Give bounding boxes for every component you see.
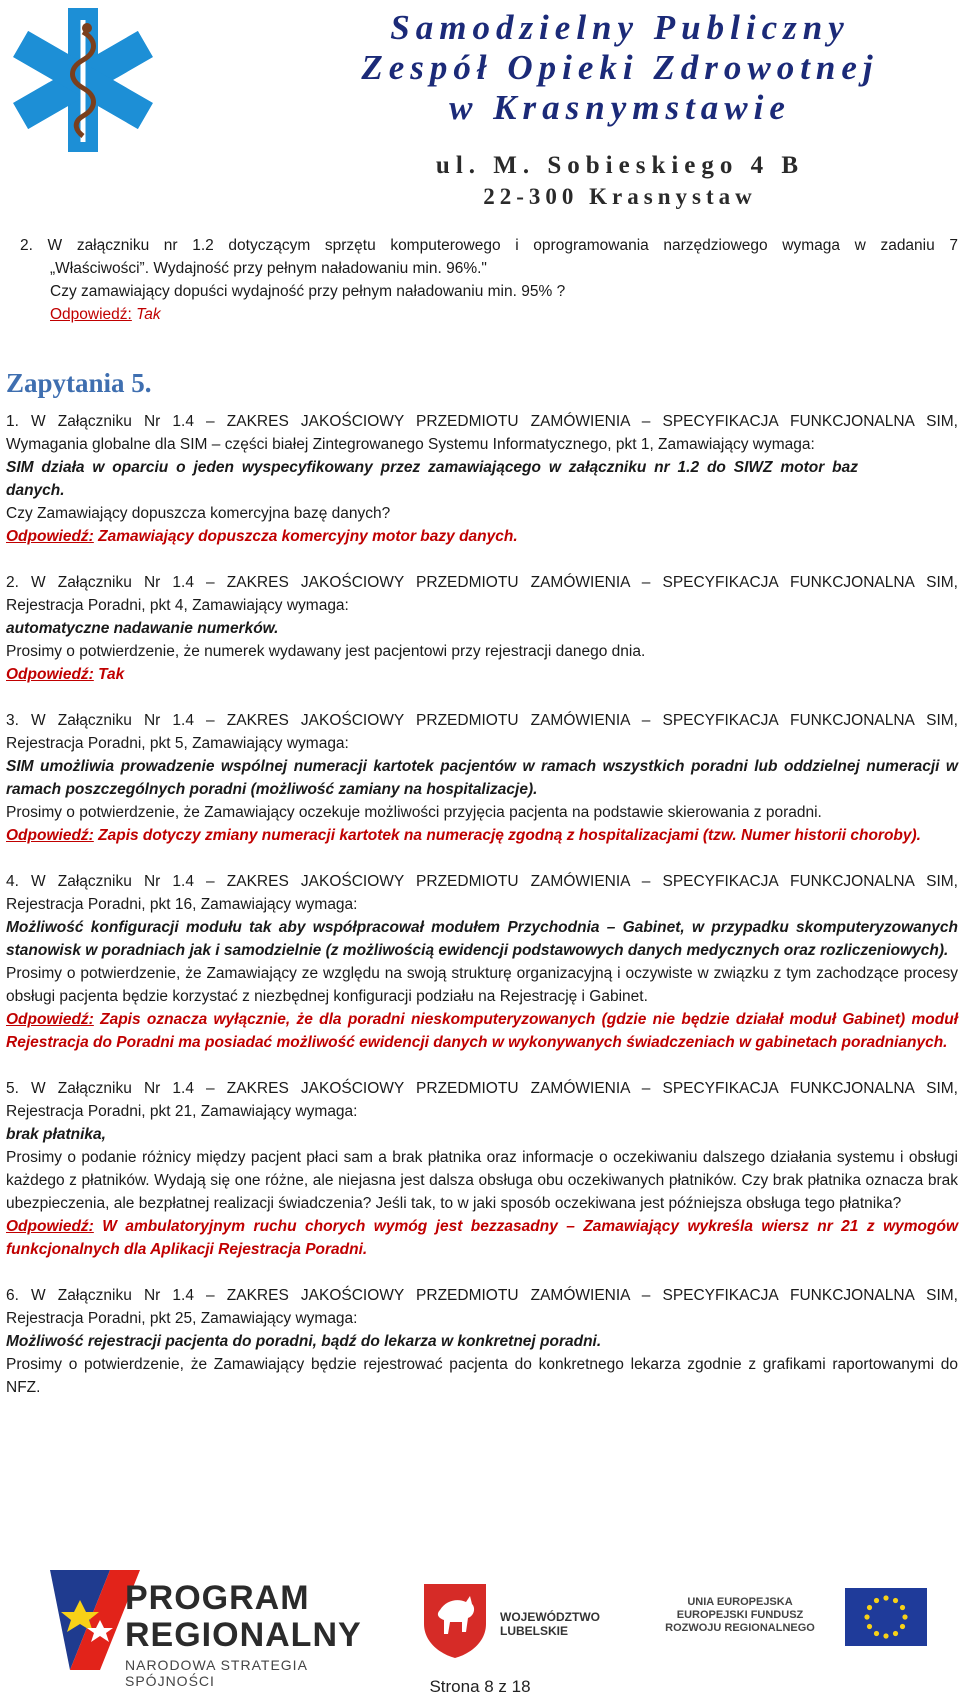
question-reference: 4. W Załączniku Nr 1.4 – ZAKRES JAKOŚCIOWY PRZEDMIOTU ZAMÓWIENIA – SPECYFIKACJA FUNKCJONALNA SIM, xyxy=(6,873,958,890)
ue-line2: EUROPEJSKI FUNDUSZ xyxy=(676,1609,804,1621)
question-text: Prosimy o potwierdzenie, że Zamawiający oczekuje możliwości przyjęcia pacjenta na podstawie skierowania z poradni. xyxy=(6,804,822,821)
question-answer xyxy=(6,525,958,548)
question-requirement: automatyczne nadawanie numerków. xyxy=(6,620,279,637)
prev-answer xyxy=(6,303,958,326)
answer-label: Odpowiedź: xyxy=(6,528,94,545)
question-requirement: Możliwość konfiguracji modułu tak aby współpracował modułem Przychodnia – Gabinet, w przypadku skomputeryzowanych stanowisk w poradniach jak i samodzielnie (z możliwością ewidencji podstawowych danych medycznych oraz rozliczeniowych). xyxy=(6,919,958,959)
woj-line1: WOJEWÓDZTWO xyxy=(500,1610,600,1624)
org-name-line3: w Krasnymstawie xyxy=(449,88,791,127)
question-context: Rejestracja Poradni, pkt 25, Zamawiający wymaga: xyxy=(6,1310,358,1327)
answer-text: Tak xyxy=(131,306,161,323)
question-text: Prosimy o podanie różnicy między pacjent płaci sam a brak płatnika oraz informacje o oczekiwaniu dalszego działania systemu i obsługi każdego z płatników. Wydają się one różne, ale niejasna jest dalsza obsługa obu oczekiwanych płatników. Czy brak płatnika oznacza brak ubezpieczenia, ale bezpłatnej realizacji świadczenia? Jeśli tak, to w jaki sposób oczekiwana jest późniejsza obsługa tego płatnika? xyxy=(6,1149,958,1212)
star-of-life-icon xyxy=(2,4,164,156)
question-requirement: SIM umożliwia prowadzenie wspólnej numeracji kartotek pacjentów w ramach wszystkich poradni lub oddzielnej numeracji w ramach poszczególnych poradni (możliwość zamiany na hospitalizacje). xyxy=(6,758,958,798)
question-answer xyxy=(6,824,958,847)
question-text: Prosimy o potwierdzenie, że numerek wydawany jest pacjentowi przy rejestracji danego dnia. xyxy=(6,643,646,660)
question-text: Prosimy o potwierdzenie, że Zamawiający ze względu na swoją strukturę organizacyjną i oczywiste w związku z tym zachodzące procesy obsługi pacjenta będzie korzystać z niezbędnej konfiguracji podziału na Rejestrację i Gabinet. xyxy=(6,965,958,1005)
document-body xyxy=(6,234,958,1399)
answer-label: Odpowiedź: xyxy=(6,1218,94,1235)
question-answer xyxy=(6,663,958,686)
question-context: Rejestracja Poradni, pkt 21, Zamawiający wymaga: xyxy=(6,1103,358,1120)
question-requirement: SIM działa w oparciu o jeden wyspecyfikowany przez zamawiającego w załączniku nr 1.2 do SIWZ motor baz danych. xyxy=(6,459,858,499)
lubelskie-coat-of-arms-icon xyxy=(420,1580,490,1660)
question-6 xyxy=(6,1284,958,1399)
answer-label: Odpowiedź: xyxy=(6,1011,94,1028)
answer-label: Odpowiedź: xyxy=(50,306,132,323)
question-text: Prosimy o potwierdzenie, że Zamawiający będzie rejestrować pacjenta do konkretnego lekarza zgodnie z grafikami raportowanymi do NFZ. xyxy=(6,1356,958,1396)
answer-text: Zamawiający dopuszcza komercyjny motor bazy danych. xyxy=(93,528,518,545)
question-5 xyxy=(6,1077,958,1261)
answer-text: Zapis oznacza wyłącznie, że dla poradni nieskomputeryzowanych (gdzie nie będzie działał moduł Gabinet) moduł Rejestracja do Poradni ma posiadać możliwość ewidencji danych w wykonywanych świadczeniach w gabinetach poradnianych. xyxy=(6,1011,958,1051)
eu-fund-text xyxy=(640,1596,840,1635)
org-name-line1: Samodzielny Publiczny xyxy=(390,8,850,47)
question-requirement: Możliwość rejestracji pacjenta do poradni, bądź do lekarza w konkretnej poradni. xyxy=(6,1333,602,1350)
answer-label: Odpowiedź: xyxy=(6,666,94,683)
question-4 xyxy=(6,870,958,1054)
wojewodztwo-text xyxy=(500,1610,600,1638)
program-line3: NARODOWA STRATEGIA SPÓJNOŚCI xyxy=(125,1657,308,1689)
prev-question-line1: 2. W załączniku nr 1.2 dotyczącym sprzętu komputerowego i oprogramowania narzędziowego wymaga w zadaniu 7 xyxy=(20,237,958,254)
page-number: Strona 8 z 18 xyxy=(429,1677,531,1696)
prev-question-line3: Czy zamawiający dopuści wydajność przy pełnym naładowaniu min. 95% ? xyxy=(50,283,566,300)
eu-flag-icon xyxy=(845,1588,927,1646)
program-line2: REGIONALNY xyxy=(125,1616,362,1654)
program-regionalny-text xyxy=(125,1580,385,1689)
question-1 xyxy=(6,410,958,548)
question-2 xyxy=(6,571,958,686)
question-answer xyxy=(6,1215,958,1261)
previous-question xyxy=(6,234,958,326)
answer-text: Tak xyxy=(93,666,125,683)
woj-line2: LUBELSKIE xyxy=(500,1624,569,1638)
organization-address xyxy=(380,150,860,212)
question-reference: 3. W Załączniku Nr 1.4 – ZAKRES JAKOŚCIOWY PRZEDMIOTU ZAMÓWIENIA – SPECYFIKACJA FUNKCJONALNA SIM, xyxy=(6,712,958,729)
question-context: Rejestracja Poradni, pkt 5, Zamawiający wymaga: xyxy=(6,735,349,752)
question-reference: 5. W Załączniku Nr 1.4 – ZAKRES JAKOŚCIOWY PRZEDMIOTU ZAMÓWIENIA – SPECYFIKACJA FUNKCJONALNA SIM, xyxy=(6,1080,958,1097)
question-text: Czy Zamawiający dopuszcza komercyjna bazę danych? xyxy=(6,505,391,522)
program-line1: PROGRAM xyxy=(125,1579,310,1617)
address-street: ul. M. Sobieskiego 4 B xyxy=(435,152,805,179)
question-3 xyxy=(6,709,958,847)
answer-label: Odpowiedź: xyxy=(6,827,94,844)
question-requirement: brak płatnika, xyxy=(6,1126,106,1143)
ue-line3: ROZWOJU REGIONALNEGO xyxy=(665,1622,815,1634)
question-answer xyxy=(6,1008,958,1054)
ue-line1: UNIA EUROPEJSKA xyxy=(687,1596,793,1608)
question-context: Rejestracja Poradni, pkt 16, Zamawiający wymaga: xyxy=(6,896,358,913)
organization-name xyxy=(300,8,940,128)
org-name-line2: Zespół Opieki Zdrowotnej xyxy=(361,48,879,87)
answer-text: Zapis dotyczy zmiany numeracji kartotek na numerację zgodną z hospitalizacjami (tzw. Numer historii choroby). xyxy=(93,827,921,844)
question-reference: 2. W Załączniku Nr 1.4 – ZAKRES JAKOŚCIOWY PRZEDMIOTU ZAMÓWIENIA – SPECYFIKACJA FUNKCJONALNA SIM, xyxy=(6,574,958,591)
question-context: Rejestracja Poradni, pkt 4, Zamawiający wymaga: xyxy=(6,597,349,614)
address-city: 22-300 Krasnystaw xyxy=(483,184,757,209)
section-heading: Zapytania 5. xyxy=(6,368,152,398)
question-reference: 1. W Załączniku Nr 1.4 – ZAKRES JAKOŚCIOWY PRZEDMIOTU ZAMÓWIENIA – SPECYFIKACJA FUNKCJONALNA SIM, xyxy=(6,413,958,430)
prev-question-line2: „Właściwości”. Wydajność przy pełnym naładowaniu min. 96%." xyxy=(50,260,487,277)
question-context: Wymagania globalne dla SIM – części białej Zintegrowanego Systemu Informatycznego, pkt 1, Zamawiający wymaga: xyxy=(6,436,815,453)
answer-text: W ambulatoryjnym ruchu chorych wymóg jest bezzasadny – Zamawiający wykreśla wiersz nr 21 z wymogów funkcjonalnych dla Aplikacji Rejestracja Poradni. xyxy=(6,1218,958,1258)
question-reference: 6. W Załączniku Nr 1.4 – ZAKRES JAKOŚCIOWY PRZEDMIOTU ZAMÓWIENIA – SPECYFIKACJA FUNKCJONALNA SIM, xyxy=(6,1287,958,1304)
